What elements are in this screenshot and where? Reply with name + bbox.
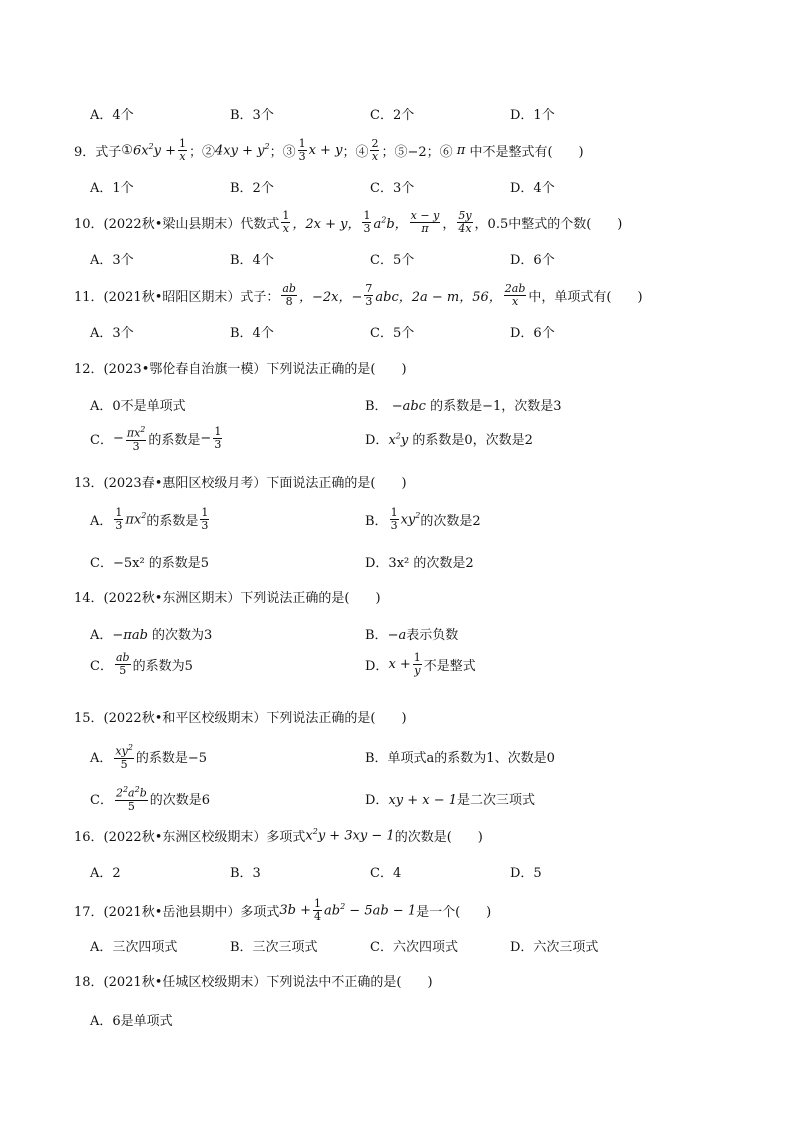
q17-options	[90, 936, 730, 955]
q10-option-d[interactable]: D．6个	[510, 253, 555, 268]
q15-option-d[interactable]: D．xy + x − 1是二次三项式	[365, 792, 536, 808]
q13-option-b[interactable]: B． $\frac{1}{3}$ $xy^2$ 的次数是2	[365, 506, 481, 532]
q9-option-d[interactable]: D．4个	[510, 181, 555, 196]
q9-options	[90, 177, 730, 196]
q16-option-b[interactable]: B．3	[230, 866, 261, 881]
q15-option-c[interactable]: C． $\frac{2^2a^2b}{5}$ 的次数是6	[90, 785, 211, 813]
q12-option-d[interactable]: D．$x^2y$ 的系数是0，次数是2	[365, 431, 533, 448]
q8-option-d[interactable]: D．1个	[510, 108, 555, 123]
q13-stem: 13．(2023春•惠阳区校级月考）下面说法正确的是( )	[74, 476, 407, 491]
q11-options	[90, 322, 730, 341]
q8-option-c[interactable]: C．2个	[370, 108, 415, 123]
q16-stem: 16．(2022秋•东洲区校级期末）多项式 $x^2y + 3xy - 1$ 的次数是( )	[74, 827, 483, 845]
q12-options-ab	[90, 395, 730, 414]
q18-options	[90, 1010, 730, 1029]
q11-option-a[interactable]: A．3个	[90, 326, 134, 341]
q17-stem: 17．(2021秋•岳池县期中）多项式 3b + $\frac{1}{4}$ $ab^2 - 5ab - 1$ 是一个( )	[74, 897, 492, 923]
q12-stem: 12．(2023•鄂伦春自治旗一模）下列说法正确的是( )	[74, 362, 407, 377]
q9-stem: 9．式子 ① $6x^2y$ + $\frac{1}{x}$ ；② $4xy + y^2$ ；③ $\frac{1}{3}$ x + y ；④ $\frac{2}{x}$ ；⑤−2；⑥ π 中不是整式有( )	[74, 137, 584, 163]
q13-options-cd	[90, 552, 730, 571]
q10-stem: 10．(2022秋•梁山县期末）代数式 $\frac{1}{x}$ ，2x + y， $\frac{1}{3}$ $a^2b$， $\frac{x - y}{\pi}$ ， $\frac{5y}{4x}$ ，0.5中整式的个数( )	[74, 209, 623, 235]
q12-options-cd	[90, 424, 730, 453]
q14-option-b[interactable]: B．−a表示负数	[365, 628, 459, 643]
q11-option-d[interactable]: D．6个	[510, 326, 555, 341]
q14-option-c[interactable]: C． $\frac{ab}{5}$ 的系数为5	[90, 651, 193, 677]
q17-option-d[interactable]: D．六次三项式	[510, 940, 599, 955]
q13-option-a[interactable]: A． $\frac{1}{3}$ $\pi x^2$ 的系数是 $\frac{1}{3}$	[90, 506, 209, 532]
q16-option-c[interactable]: C．4	[370, 866, 402, 881]
q11-stem: 11．(2021秋•昭阳区期末）式子： $\frac{ab}{8}$ ，−2x，− $\frac{7}{3}$ abc，2a − m，56， $\frac{2ab}{x}$ 中，单项式有( )	[74, 282, 643, 308]
q16-option-d[interactable]: D．5	[510, 866, 542, 881]
q9-option-a[interactable]: A．1个	[90, 181, 134, 196]
q12-option-c[interactable]: C． − $\frac{\pi x^2}{3}$ 的系数是 − $\frac{1}{3}$	[90, 424, 222, 453]
q15-options-cd	[90, 784, 730, 813]
q10-option-a[interactable]: A．3个	[90, 253, 134, 268]
q16-option-a[interactable]: A．2	[90, 866, 121, 881]
q10-option-c[interactable]: C．5个	[370, 253, 415, 268]
q10-options	[90, 249, 730, 268]
q14-options-cd	[90, 652, 730, 677]
q15-options-ab	[90, 742, 730, 771]
q13-option-d[interactable]: D．3x² 的次数是2	[365, 556, 474, 571]
q17-option-c[interactable]: C．六次四项式	[370, 940, 458, 955]
q15-stem: 15．(2022秋•和平区校级期末）下列说法正确的是( )	[74, 711, 407, 726]
q17-option-b[interactable]: B．三次三项式	[230, 940, 318, 955]
q8-option-a[interactable]: A．4个	[90, 108, 134, 123]
q18-option-a[interactable]: A．6是单项式	[90, 1014, 173, 1029]
q9-option-b[interactable]: B．2个	[230, 181, 274, 196]
q13-option-c[interactable]: C．−5x² 的系数是5	[90, 556, 210, 571]
q12-option-b[interactable]: B． −abc 的系数是−1，次数是3	[365, 399, 562, 414]
q11-option-b[interactable]: B．4个	[230, 326, 274, 341]
q14-option-d[interactable]: D． x + $\frac{1}{y}$ 不是整式	[365, 651, 476, 677]
q18-stem: 18．(2021秋•任城区校级期末）下列说法中不正确的是( )	[74, 975, 433, 990]
q8-options	[90, 104, 730, 123]
q10-option-b[interactable]: B．4个	[230, 253, 274, 268]
q15-option-b[interactable]: B．单项式a的系数为1、次数是0	[365, 750, 555, 766]
q17-option-a[interactable]: A．三次四项式	[90, 940, 178, 955]
q16-options	[90, 862, 730, 881]
q15-option-a[interactable]: A． $\frac{xy^2}{5}$ 的系数是−5	[90, 743, 208, 771]
q14-stem: 14．(2022秋•东洲区期末）下列说法正确的是( )	[74, 591, 381, 606]
q13-options-ab	[90, 507, 730, 532]
q11-option-c[interactable]: C．5个	[370, 326, 415, 341]
q12-option-a[interactable]: A．0不是单项式	[90, 399, 186, 414]
q9-option-c[interactable]: C．3个	[370, 181, 415, 196]
q14-options-ab	[90, 624, 730, 643]
q8-option-b[interactable]: B．3个	[230, 108, 274, 123]
q14-option-a[interactable]: A．−πab 的次数为3	[90, 628, 213, 643]
